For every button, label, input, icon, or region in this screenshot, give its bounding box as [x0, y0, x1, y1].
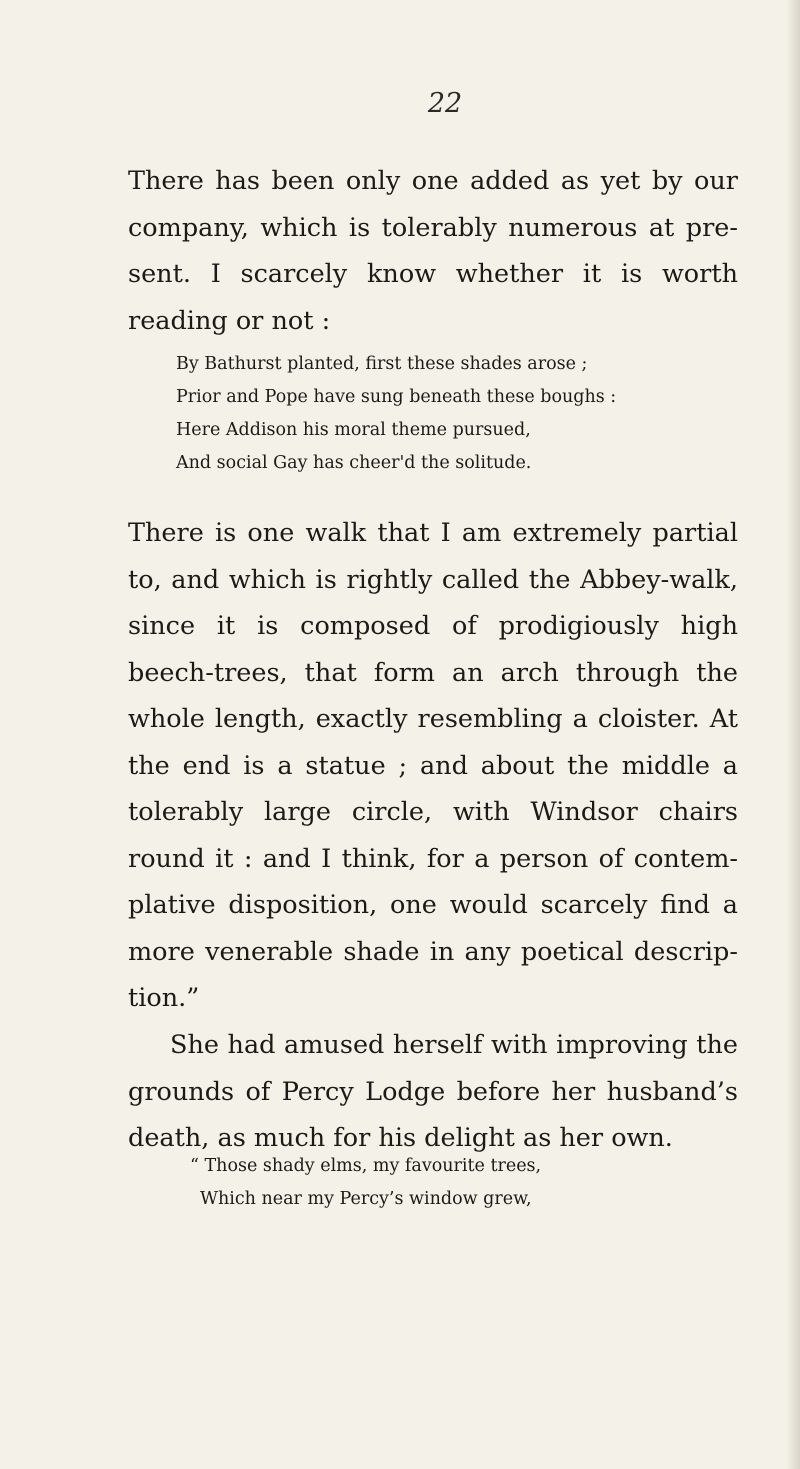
verse-1-line-3: Here Addison his moral theme pursued, — [176, 420, 531, 440]
paragraph-1 — [128, 158, 738, 344]
paragraph-3-text: She had amused herself with improving the grounds of Percy Lodge before her husband’s death, as much for his delight as her own. — [128, 1030, 738, 1153]
verse-1-line-4: And social Gay has cheer'd the solitude. — [176, 453, 532, 473]
paragraph-3 — [128, 1022, 738, 1162]
verse-2-line-2: Which near my Percy’s window grew, — [200, 1189, 532, 1209]
page-edge-shadow — [786, 0, 800, 1469]
paragraph-2-text: There is one walk that I am extremely partial to, and which is rightly called the Abbey-walk, since it is composed of prodigiously high beech-trees, that form an arch through the whole length, exactly resembling a cloister. At the end is a statue ; and about the middle a tolerably large circle, with Windsor chairs round it : and I think, for a person of contem-plative disposition, one would scarcely find a more venerable shade in any poetical descrip-tion.” — [128, 518, 738, 1013]
paragraph-1-text: There has been only one added as yet by our company, which is tolerably numerous at pre-sent. I scarcely know whether it is worth reading or not : — [128, 166, 738, 336]
paragraph-2 — [128, 510, 738, 1022]
verse-block-2 — [190, 1150, 750, 1216]
verse-1-line-2: Prior and Pope have sung beneath these boughs : — [176, 387, 617, 407]
verse-block-1 — [176, 348, 736, 480]
page-number: 22 — [427, 88, 463, 119]
verse-1-line-1: By Bathurst planted, first these shades arose ; — [176, 354, 588, 374]
verse-2-line-1: “ Those shady elms, my favourite trees, — [190, 1156, 542, 1176]
